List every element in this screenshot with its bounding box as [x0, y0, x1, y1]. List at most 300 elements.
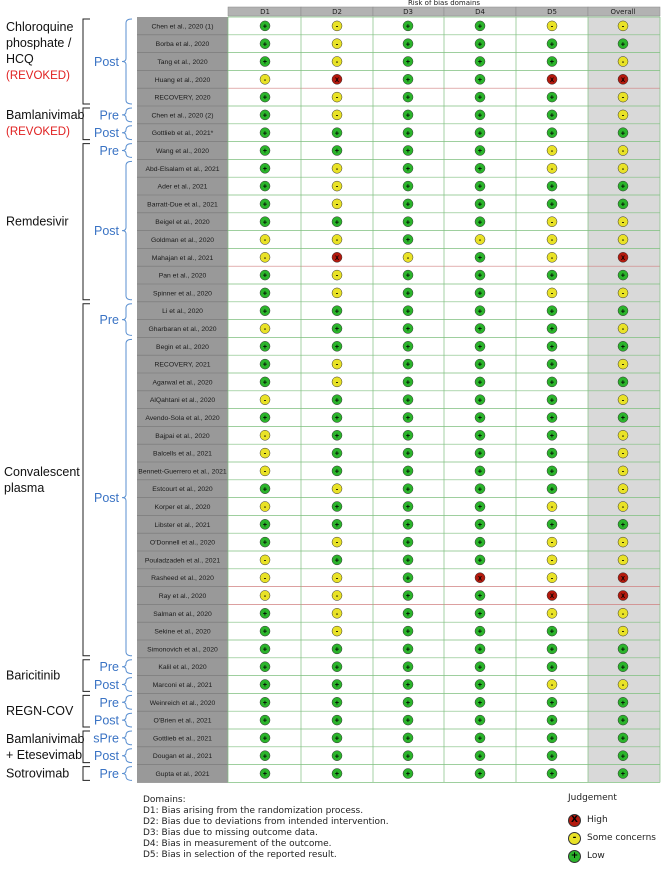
study-name: Abd-Elsalam et al., 2021 — [145, 165, 220, 173]
judgement-symbol: + — [477, 181, 483, 191]
judgement-symbol: + — [262, 92, 268, 102]
judgement-symbol: + — [262, 21, 268, 31]
study-name: Dougan et al., 2021 — [152, 753, 213, 761]
judgement-symbol: - — [263, 252, 267, 262]
judgement-symbol: + — [549, 128, 555, 138]
judgement-symbol: + — [477, 466, 483, 476]
judgement-symbol: - — [621, 502, 625, 512]
judgement-symbol: - — [335, 537, 339, 547]
study-name: Pan et al., 2020 — [158, 272, 207, 280]
judgement-symbol: + — [262, 39, 268, 49]
judgement-symbol: - — [550, 146, 554, 156]
judgement-symbol: - — [335, 199, 339, 209]
judgement-symbol: + — [262, 341, 268, 351]
judgement-symbol: - — [335, 163, 339, 173]
study-name: Beigel et al., 2020 — [155, 219, 210, 227]
judgement-symbol: + — [620, 715, 626, 725]
group-bracket — [83, 304, 90, 656]
study-name: O'Donnell et al., 2020 — [149, 539, 216, 547]
judgement-symbol: - — [550, 573, 554, 583]
judgement-symbol: + — [549, 57, 555, 67]
judgement-symbol: + — [334, 733, 340, 743]
judgement-symbol: + — [477, 395, 483, 405]
judgement-symbol: + — [262, 715, 268, 725]
study-name: Sekine et al., 2020 — [154, 628, 211, 636]
judgement-symbol: + — [405, 146, 411, 156]
subgroup-brace — [122, 126, 132, 140]
judgement-symbol: + — [620, 270, 626, 280]
judgement-symbol: + — [477, 377, 483, 387]
judgement-symbol: + — [262, 413, 268, 423]
judgement-symbol: - — [550, 235, 554, 245]
study-name: Ader et al., 2021 — [157, 183, 208, 191]
study-name: Chen et al., 2020 (2) — [151, 112, 214, 120]
judgement-symbol: + — [262, 57, 268, 67]
judgement-symbol: - — [335, 110, 339, 120]
judgement-symbol: + — [334, 430, 340, 440]
judgement-symbol: - — [335, 484, 339, 494]
judgement-symbol: + — [334, 751, 340, 761]
judgement-symbol: - — [263, 235, 267, 245]
subgroup-label-post: Post — [93, 126, 119, 141]
study-name: Gharbaran et al., 2020 — [148, 326, 217, 333]
judgement-symbol: + — [405, 110, 411, 120]
judgement-symbol: + — [405, 217, 411, 227]
judgement-symbol: + — [405, 715, 411, 725]
study-name: O'Brien et al., 2021 — [153, 717, 212, 725]
judgement-symbol: - — [263, 448, 267, 458]
group-label: Remdesivir — [6, 214, 69, 229]
judgement-symbol: + — [477, 146, 483, 156]
judgement-symbol: + — [405, 128, 411, 138]
judgement-symbol: - — [550, 537, 554, 547]
judgement-symbol: + — [405, 680, 411, 690]
judgement-symbol: + — [405, 573, 411, 583]
judgement-symbol: + — [549, 110, 555, 120]
judgement-symbol: - — [335, 288, 339, 298]
subgroup-brace — [122, 678, 132, 692]
judgement-symbol: - — [335, 57, 339, 67]
judgement-symbol: + — [334, 448, 340, 458]
column-header-d3: D3 — [403, 8, 413, 16]
column-header-overall: Overall — [610, 8, 636, 16]
judgement-symbol: + — [334, 128, 340, 138]
judgement-symbol: + — [262, 733, 268, 743]
judgement-symbol: X — [620, 255, 626, 262]
subgroup-label-post: Post — [93, 713, 119, 728]
domain-d2: D2: Bias due to deviations from intended intervention. — [143, 817, 389, 827]
judgement-symbol: - — [406, 252, 410, 262]
judgement-symbol: + — [549, 484, 555, 494]
judgement-symbol: + — [477, 751, 483, 761]
judgement-symbol: - — [621, 395, 625, 405]
judgement-symbol: + — [477, 769, 483, 779]
judgement-symbol: + — [549, 270, 555, 280]
judgement-symbol: + — [620, 306, 626, 316]
judgement-symbol: + — [549, 324, 555, 334]
judgement-symbol: + — [334, 555, 340, 565]
judgement-symbol: + — [549, 92, 555, 102]
judgement-symbol: + — [620, 697, 626, 707]
revoked-note: (REVOKED) — [6, 70, 70, 82]
subgroup-brace — [122, 304, 132, 336]
judgement-symbol: + — [477, 608, 483, 618]
judgement-symbol: + — [405, 359, 411, 369]
study-name: Weinreich et al., 2020 — [149, 699, 216, 707]
judgement-symbol: + — [334, 644, 340, 654]
judgement-symbol: + — [549, 199, 555, 209]
subgroup-brace — [122, 161, 132, 299]
judgement-title: Judgement — [568, 793, 617, 803]
judgement-symbol: + — [262, 484, 268, 494]
high-icon: X — [568, 814, 581, 827]
judgement-symbol: + — [477, 74, 483, 84]
legend-low-label: Low — [587, 851, 605, 861]
judgement-symbol: - — [550, 502, 554, 512]
domains-title: Domains: — [143, 795, 186, 805]
judgement-symbol: - — [335, 359, 339, 369]
judgement-symbol: - — [550, 21, 554, 31]
study-name: Gottlieb et al., 2021 — [153, 735, 212, 743]
judgement-symbol: + — [549, 430, 555, 440]
judgement-symbol: + — [405, 430, 411, 440]
judgement-symbol: + — [549, 466, 555, 476]
subgroup-label-post: Post — [93, 749, 119, 764]
judgement-symbol: + — [405, 626, 411, 636]
domains-legend — [143, 795, 389, 861]
judgement-symbol: - — [621, 57, 625, 67]
judgement-symbol: - — [335, 92, 339, 102]
judgement-symbol: + — [262, 128, 268, 138]
judgement-symbol: + — [405, 92, 411, 102]
judgement-symbol: - — [550, 252, 554, 262]
study-name: Marconi et al., 2021 — [152, 682, 213, 689]
judgement-symbol: + — [262, 751, 268, 761]
judgement-symbol: + — [405, 733, 411, 743]
judgement-symbol: X — [620, 77, 626, 84]
judgement-symbol: + — [334, 466, 340, 476]
judgement-symbol: - — [621, 680, 625, 690]
column-header-d5: D5 — [547, 8, 557, 16]
group-bracket — [83, 767, 90, 781]
judgement-symbol: + — [477, 448, 483, 458]
judgement-symbol: - — [621, 626, 625, 636]
judgement-symbol: - — [621, 21, 625, 31]
study-name: RECOVERY, 2020 — [154, 94, 211, 102]
judgement-symbol: - — [621, 359, 625, 369]
judgement-symbol: + — [477, 324, 483, 334]
judgement-symbol: + — [262, 199, 268, 209]
judgement-symbol: X — [620, 594, 626, 601]
judgement-symbol: + — [549, 395, 555, 405]
judgement-symbol: - — [335, 626, 339, 636]
judgement-symbol: - — [335, 181, 339, 191]
study-name: Korper et al., 2020 — [154, 504, 211, 511]
judgement-symbol: X — [334, 77, 340, 84]
judgement-symbol: - — [550, 163, 554, 173]
subgroup-label-pre: Pre — [99, 767, 119, 781]
judgement-symbol: - — [335, 235, 339, 245]
judgement-symbol: + — [620, 128, 626, 138]
judgement-symbol: + — [262, 359, 268, 369]
judgement-symbol: + — [477, 21, 483, 31]
judgement-symbol: - — [621, 288, 625, 298]
group-label: Baricitinib — [6, 668, 61, 683]
judgement-symbol: + — [549, 341, 555, 351]
judgement-symbol: + — [477, 502, 483, 512]
study-name: Agarwal et al., 2020 — [152, 379, 213, 387]
judgement-symbol: + — [477, 217, 483, 227]
legend-high — [560, 811, 656, 829]
judgement-symbol: - — [621, 448, 625, 458]
judgement-symbol: + — [477, 626, 483, 636]
column-header-d1: D1 — [260, 8, 270, 16]
judgement-legend — [560, 793, 656, 865]
judgement-symbol: + — [477, 92, 483, 102]
judgement-symbol: + — [262, 288, 268, 298]
judgement-symbol: - — [621, 146, 625, 156]
subgroup-brace — [122, 767, 132, 781]
judgement-symbol: - — [335, 39, 339, 49]
judgement-symbol: + — [262, 306, 268, 316]
judgement-symbol: + — [405, 270, 411, 280]
judgement-symbol: - — [621, 555, 625, 565]
judgement-symbol: + — [334, 324, 340, 334]
judgement-symbol: + — [477, 128, 483, 138]
judgement-symbol: + — [405, 448, 411, 458]
judgement-symbol: + — [405, 591, 411, 601]
judgement-symbol: + — [405, 39, 411, 49]
judgement-symbol: + — [477, 199, 483, 209]
study-name: Simonovich et al., 2020 — [147, 646, 218, 654]
study-name: Gupta et al., 2021 — [155, 771, 210, 778]
judgement-symbol: + — [334, 306, 340, 316]
group-label: Bamlanivimab — [6, 108, 85, 122]
study-name: Li et al., 2020 — [162, 308, 203, 316]
judgement-symbol: + — [477, 252, 483, 262]
group-label: HCQ — [6, 52, 34, 66]
study-name: Bajpai et al., 2020 — [155, 432, 210, 440]
subgroup-label-pre: Pre — [99, 695, 119, 710]
judgement-symbol: + — [334, 662, 340, 672]
judgement-symbol: - — [550, 608, 554, 618]
judgement-symbol: + — [405, 537, 411, 547]
group-bracket — [83, 19, 90, 104]
study-name: Goldman et al., 2020 — [150, 237, 215, 244]
study-name: Bennett-Guerrero et al., 2021 — [138, 468, 227, 476]
judgement-symbol: - — [550, 555, 554, 565]
judgement-symbol: + — [477, 537, 483, 547]
judgement-symbol: + — [477, 430, 483, 440]
subgroup-brace — [122, 749, 132, 763]
judgement-symbol: + — [549, 448, 555, 458]
legend-some-concerns — [560, 829, 656, 847]
judgement-symbol: + — [477, 359, 483, 369]
judgement-symbol: + — [405, 324, 411, 334]
judgement-symbol: + — [549, 519, 555, 529]
judgement-symbol: + — [477, 662, 483, 672]
judgement-symbol: + — [477, 555, 483, 565]
judgement-symbol: - — [621, 235, 625, 245]
judgement-symbol: - — [621, 608, 625, 618]
judgement-symbol: X — [620, 576, 626, 583]
subgroup-label-pre: Pre — [99, 313, 119, 328]
judgement-symbol: + — [262, 146, 268, 156]
study-name: Estcourt et al., 2020 — [152, 486, 213, 494]
subgroup-brace — [122, 19, 132, 104]
subgroup-label-post: Post — [93, 491, 119, 506]
judgement-symbol: + — [477, 413, 483, 423]
group-label: plasma — [4, 480, 45, 495]
study-name: Wang et al., 2020 — [155, 148, 210, 155]
subgroup-label-pre: Pre — [99, 108, 119, 123]
judgement-symbol: - — [478, 235, 482, 245]
domain-d5: D5: Bias in selection of the reported result. — [143, 850, 337, 860]
judgement-symbol: + — [620, 181, 626, 191]
domain-d1: D1: Bias arising from the randomization process. — [143, 806, 364, 816]
judgement-symbol: + — [334, 395, 340, 405]
column-header-d4: D4 — [475, 8, 485, 16]
judgement-symbol: + — [405, 644, 411, 654]
judgement-symbol: + — [620, 377, 626, 387]
judgement-symbol: + — [334, 217, 340, 227]
subgroup-label-post: Post — [93, 678, 119, 692]
judgement-symbol: + — [262, 217, 268, 227]
study-name: Huang et al., 2020 — [154, 76, 211, 84]
study-name: Kalil et al., 2020 — [158, 664, 207, 672]
judgement-symbol: - — [550, 288, 554, 298]
judgement-symbol: + — [477, 57, 483, 67]
judgement-symbol: - — [621, 110, 625, 120]
judgement-symbol: - — [335, 21, 339, 31]
study-name: Chen et al., 2020 (1) — [151, 23, 214, 31]
judgement-symbol: + — [620, 39, 626, 49]
judgement-symbol: + — [477, 288, 483, 298]
low-icon: + — [568, 850, 581, 863]
subgroup-brace — [122, 108, 132, 122]
judgement-symbol: + — [477, 306, 483, 316]
judgement-symbol: + — [477, 697, 483, 707]
study-name: RECOVERY, 2021 — [154, 361, 211, 369]
judgement-symbol: + — [477, 39, 483, 49]
judgement-symbol: X — [477, 576, 483, 583]
judgement-symbol: + — [549, 644, 555, 654]
judgement-symbol: + — [405, 74, 411, 84]
judgement-symbol: + — [549, 733, 555, 743]
study-name: Ray et al., 2020 — [158, 593, 207, 600]
judgement-symbol: + — [405, 181, 411, 191]
subgroup-label-pre: Pre — [99, 144, 119, 158]
subgroup-brace — [122, 731, 132, 745]
group-label: Convalescent — [4, 464, 80, 479]
judgement-symbol: + — [549, 306, 555, 316]
group-label: REGN-COV — [6, 704, 74, 719]
judgement-symbol: X — [334, 255, 340, 262]
judgement-symbol: + — [262, 608, 268, 618]
judgement-symbol: + — [405, 341, 411, 351]
judgement-symbol: + — [262, 680, 268, 690]
judgement-symbol: + — [620, 751, 626, 761]
judgement-symbol: - — [621, 324, 625, 334]
judgement-symbol: + — [477, 715, 483, 725]
judgement-symbol: + — [334, 413, 340, 423]
study-name: Tang et al., 2020 — [157, 59, 208, 66]
judgement-symbol: - — [263, 324, 267, 334]
domain-d4: D4: Bias in measurement of the outcome. — [143, 839, 332, 849]
judgement-symbol: + — [620, 733, 626, 743]
judgement-symbol: + — [477, 591, 483, 601]
judgement-symbol: + — [262, 181, 268, 191]
judgement-symbol: + — [262, 377, 268, 387]
judgement-symbol: + — [405, 519, 411, 529]
subgroup-label-post: Post — [93, 55, 119, 69]
subgroup-brace — [122, 713, 132, 727]
group-label: + Etesevimab — [6, 747, 83, 762]
judgement-symbol: + — [262, 110, 268, 120]
judgement-symbol: + — [477, 270, 483, 280]
some-concerns-icon: - — [568, 832, 581, 845]
study-name: Libster et al., 2021 — [154, 521, 211, 529]
judgement-symbol: + — [262, 626, 268, 636]
judgement-symbol: + — [334, 697, 340, 707]
judgement-symbol: + — [620, 644, 626, 654]
judgement-symbol: + — [262, 769, 268, 779]
subgroup-label-pre: Pre — [99, 660, 119, 675]
study-name: Gottlieb et al., 2021* — [151, 130, 214, 138]
judgement-symbol: - — [335, 270, 339, 280]
subgroup-brace — [122, 339, 132, 655]
group-bracket — [83, 660, 90, 692]
subgroup-label-pre: sPre — [93, 731, 119, 746]
judgement-symbol: + — [405, 163, 411, 173]
judgement-symbol: + — [549, 769, 555, 779]
judgement-symbol: - — [621, 466, 625, 476]
judgement-symbol: + — [549, 181, 555, 191]
judgement-symbol: - — [621, 430, 625, 440]
study-name: Barratt-Due et al., 2021 — [147, 201, 218, 209]
judgement-symbol: + — [334, 341, 340, 351]
judgement-symbol: + — [549, 626, 555, 636]
judgement-symbol: + — [405, 751, 411, 761]
judgement-symbol: X — [549, 77, 555, 84]
judgement-symbol: X — [549, 594, 555, 601]
judgement-symbol: + — [477, 484, 483, 494]
judgement-symbol: + — [620, 769, 626, 779]
judgement-symbol: + — [262, 644, 268, 654]
judgement-symbol: - — [263, 591, 267, 601]
judgement-symbol: - — [263, 395, 267, 405]
judgement-symbol: + — [405, 555, 411, 565]
judgement-symbol: + — [477, 519, 483, 529]
judgement-symbol: - — [335, 377, 339, 387]
judgement-symbol: + — [477, 644, 483, 654]
legend-some-concerns-label: Some concerns — [587, 833, 656, 843]
judgement-symbol: - — [335, 573, 339, 583]
judgement-symbol: + — [334, 680, 340, 690]
judgement-symbol: + — [405, 57, 411, 67]
column-header-d2: D2 — [332, 8, 342, 16]
judgement-symbol: + — [405, 21, 411, 31]
judgement-symbol: - — [263, 74, 267, 84]
judgement-symbol: + — [549, 359, 555, 369]
judgement-symbol: - — [621, 92, 625, 102]
judgement-symbol: - — [335, 608, 339, 618]
judgement-symbol: + — [334, 502, 340, 512]
judgement-symbol: + — [477, 341, 483, 351]
judgement-symbol: - — [621, 163, 625, 173]
subgroup-brace — [122, 144, 132, 158]
judgement-symbol: - — [263, 430, 267, 440]
